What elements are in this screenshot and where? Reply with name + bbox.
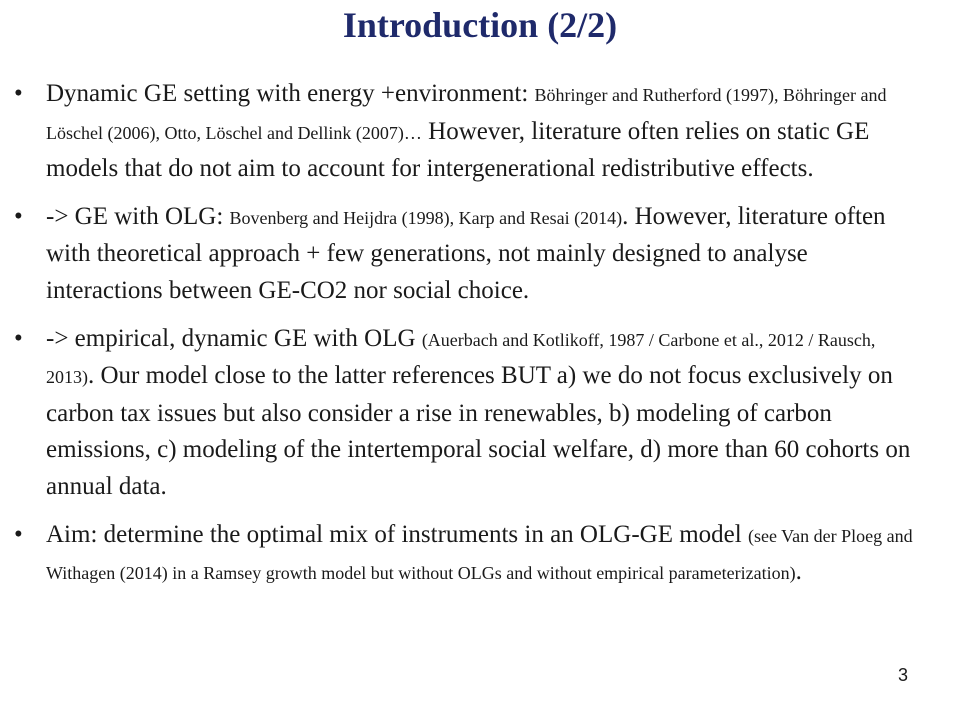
bullet-aim	[0, 517, 960, 592]
bullet-citation: (see Van der Ploeg and Withagen (2014) in a Ramsey growth model but without OLGs and without empirical parameterization)	[46, 525, 913, 584]
bullet-citation: Bovenberg and Heijdra (1998), Karp and Resai (2014)	[229, 207, 623, 228]
bullet-text: Dynamic GE setting with energy +environment:	[46, 80, 535, 107]
bullet-citation: Böhringer and Rutherford (1997), Böhringer and Löschel (2006), Otto, Löschel and Dellink (2007)…	[46, 85, 887, 143]
bullet-text: . However, literature often with theoretical approach + few generations, not mainly designed to analyse interactions between GE-CO2 nor social choice.	[46, 202, 886, 304]
bullet-text: -> empirical, dynamic GE with OLG	[46, 324, 422, 352]
bullet-ge-olg	[0, 199, 960, 310]
bullet-text: .	[795, 558, 802, 586]
bullet-text: However, literature often relies on static GE models that do not aim to account for intergenerational redistributive effects.	[46, 117, 870, 183]
bullet-list	[0, 76, 960, 603]
bullet-text: Aim: determine the optimal mix of instruments in an OLG-GE model	[46, 520, 748, 548]
bullet-citation: (Auerbach and Kotlikoff, 1987 / Carbone et al., 2012 / Rausch, 2013)	[46, 329, 876, 388]
page-number: 3	[897, 665, 908, 685]
bullet-text: -> GE with OLG	[46, 202, 217, 230]
slide-title: Introduction (2/2)	[342, 5, 618, 45]
bullet-empirical-ge	[0, 321, 960, 506]
bullet-dynamic-ge	[0, 76, 960, 188]
bullet-text: . Our model close to the latter references BUT a) we do not focus exclusively on carbon tax issues but also consider a rise in renewables, b) modeling of carbon emissions, c) modeling of the intertemporal social welfare, d) more than 60 cohorts on annual data.	[46, 362, 911, 500]
bullet-separator: :	[216, 202, 230, 230]
